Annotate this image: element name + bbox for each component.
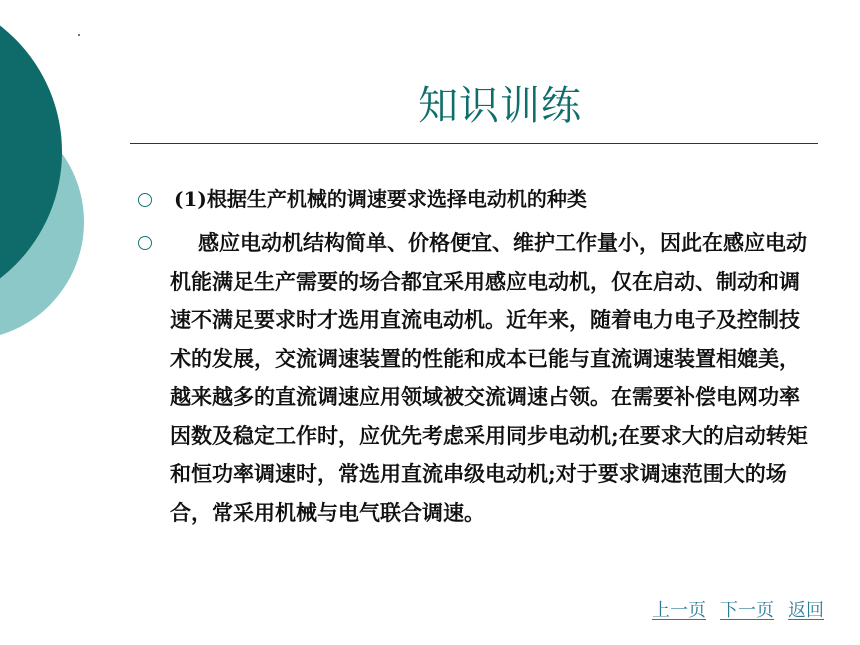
back-link[interactable]: 返回 xyxy=(788,600,824,621)
light-teal-circle xyxy=(0,104,84,340)
navigation-links xyxy=(652,599,824,623)
decorative-circles xyxy=(0,0,140,360)
bullet-circle-icon xyxy=(138,193,152,207)
dark-teal-circle xyxy=(0,0,62,312)
bullet-circle-icon xyxy=(138,236,152,250)
title-divider xyxy=(130,143,818,144)
prev-page-link[interactable]: 上一页 xyxy=(652,600,706,621)
slide-title: 知识训练 xyxy=(418,83,582,129)
bullet-item-2: 感应电动机结构简单、价格便宜、维护工作量小，因此在感应电动机能满足生产需要的场合都宜采用感应电动机，仅在启动、制动和调速不满足要求时才选用直流电动机。近年来，随着电力电子及控制技术的发展，交流调速装置的性能和成本已能与直流调速装置相媲美，越来越多的直流调速应用领域被交流调速占领。在需要补偿电网功率因数及稳定工作时，应优先考虑采用同步电动机;在要求大的启动转矩和恒功率调速时，常选用直流串级电动机;对于要求调速范围大的场合，常采用机械与电气联合调速。 xyxy=(170,230,808,525)
small-dot xyxy=(78,34,80,36)
bullet-item-1: (1)根据生产机械的调速要求选择电动机的种类 xyxy=(174,187,587,211)
next-page-link[interactable]: 下一页 xyxy=(720,600,774,621)
